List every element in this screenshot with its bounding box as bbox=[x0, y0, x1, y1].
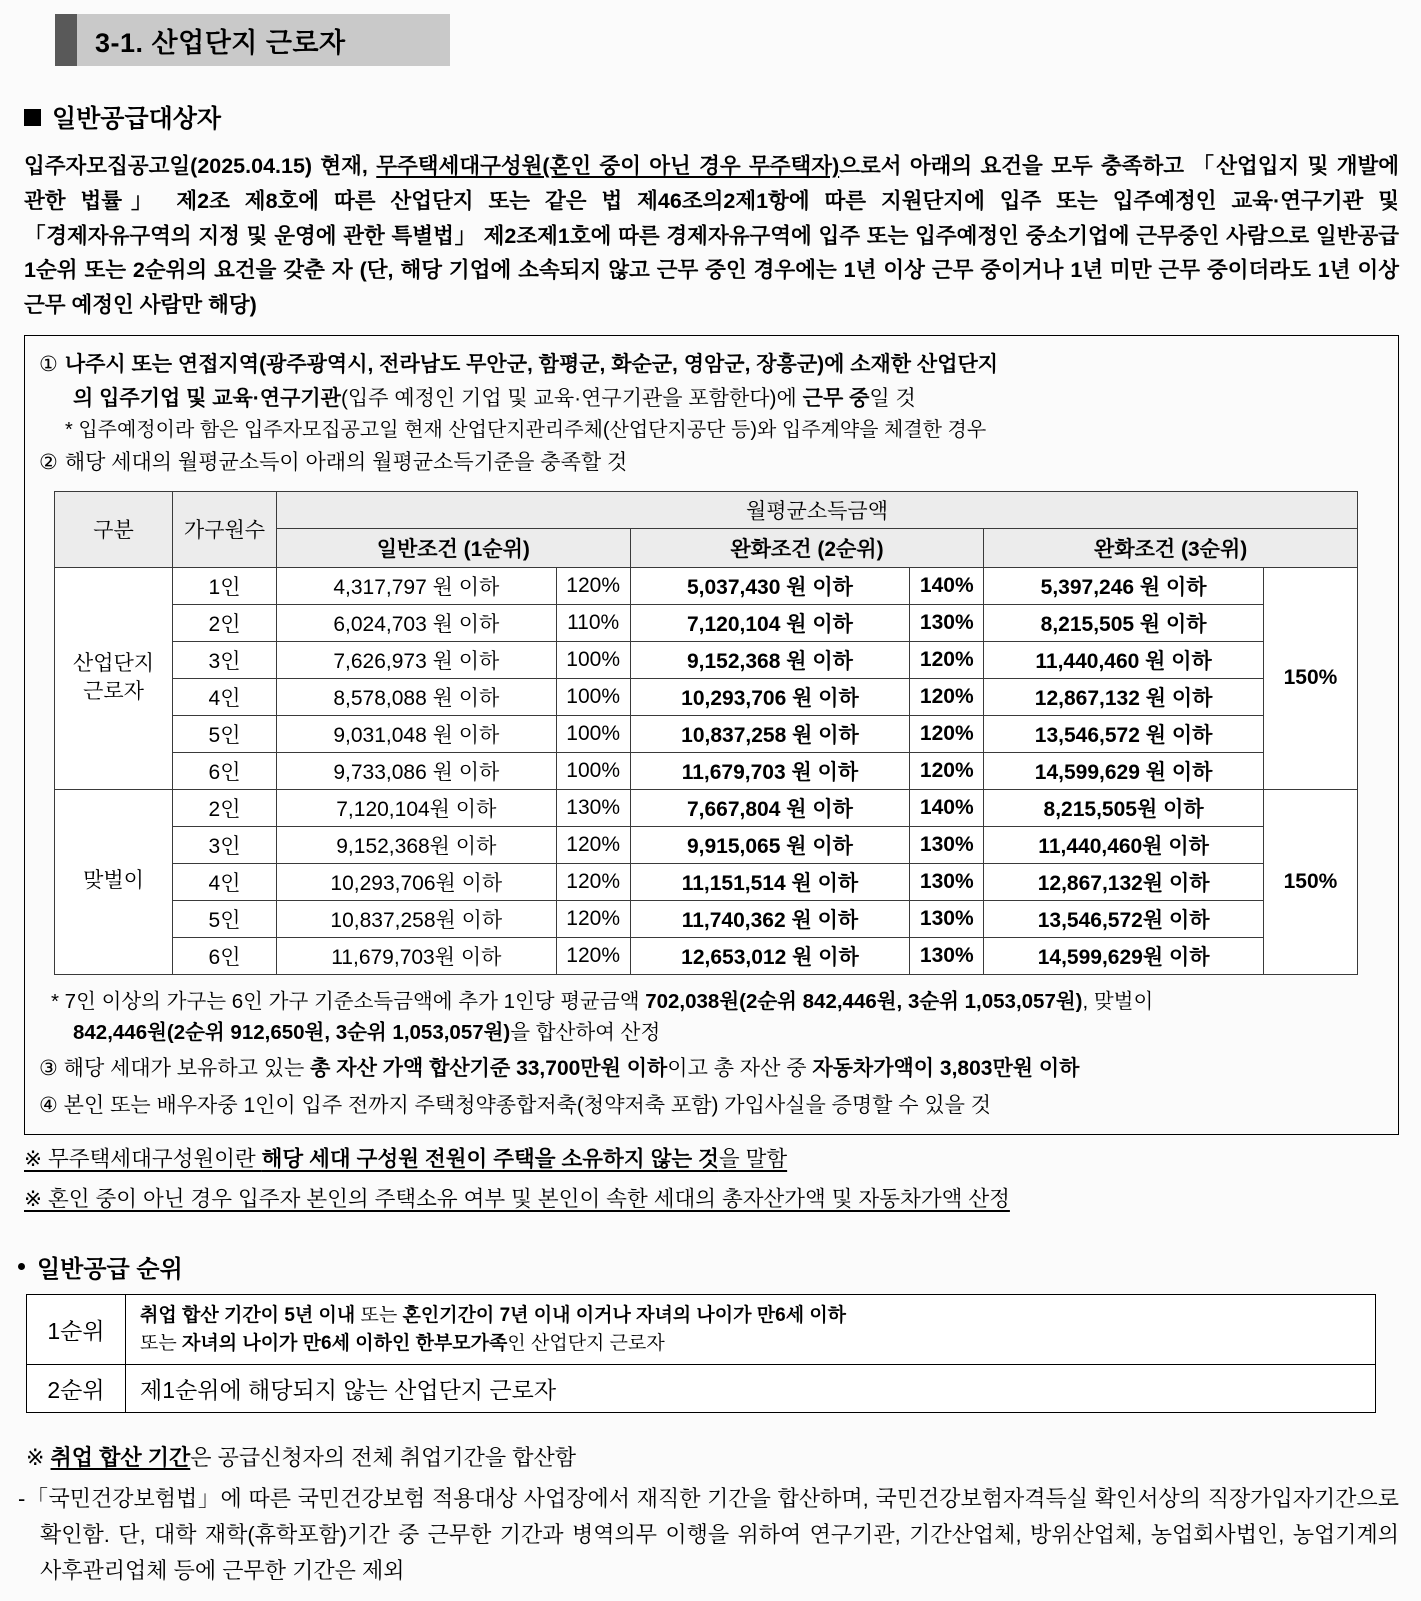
priority-rank-1: 1순위 bbox=[27, 1295, 126, 1365]
requirement-3-a: 해당 세대가 보유하고 있는 bbox=[63, 1056, 311, 1080]
document-page bbox=[0, 14, 1421, 1601]
amount-c2: 11,151,514 원 이하 bbox=[630, 863, 910, 900]
percent-c1: 120% bbox=[556, 900, 630, 937]
table-row bbox=[55, 567, 1358, 604]
priority-1-normal-c: 인 산업단지 근로자 bbox=[507, 1332, 665, 1354]
percent-c1: 120% bbox=[556, 567, 630, 604]
requirement-item-1-cont bbox=[39, 383, 1384, 415]
round-bullet-icon bbox=[18, 1263, 25, 1270]
footer-note-1 bbox=[26, 1441, 1399, 1475]
intro-part-1: 입주자모집공고일(2025.04.15) 현재, bbox=[24, 154, 368, 178]
table-row bbox=[55, 752, 1358, 789]
requirement-3-bold-a: 총 자산 가액 합산기준 33,700만원 이하 bbox=[310, 1056, 668, 1080]
table-row bbox=[27, 1295, 1376, 1365]
group-label-dual-income: 맞벌이 bbox=[55, 789, 173, 974]
table-footnote-block bbox=[39, 986, 1384, 1122]
household-size: 2인 bbox=[173, 604, 277, 641]
priority-1-normal-b: 또는 bbox=[140, 1332, 182, 1354]
footer-note-bold: 취업 합산 기간 bbox=[50, 1445, 191, 1471]
amount-c2: 9,152,368 원 이하 bbox=[630, 641, 910, 678]
amount-c3: 11,440,460 원 이하 bbox=[984, 641, 1264, 678]
percent-c1: 100% bbox=[556, 678, 630, 715]
table-row bbox=[55, 715, 1358, 752]
footer-note-mark: ※ bbox=[26, 1445, 51, 1471]
subsection-heading bbox=[24, 99, 1421, 135]
th-gubun: 구분 bbox=[55, 491, 173, 567]
amount-c1: 9,031,048 원 이하 bbox=[277, 715, 557, 752]
table-row bbox=[55, 900, 1358, 937]
percent-c1: 100% bbox=[556, 752, 630, 789]
requirement-2-text: 해당 세대의 월평균소득이 아래의 월평균소득기준을 충족할 것 bbox=[64, 451, 628, 475]
table-header-row-1 bbox=[55, 491, 1358, 528]
table-row bbox=[55, 863, 1358, 900]
percent-c1: 110% bbox=[556, 604, 630, 641]
amount-c3: 5,397,246 원 이하 bbox=[984, 567, 1264, 604]
household-size: 1인 bbox=[173, 567, 277, 604]
household-size: 5인 bbox=[173, 715, 277, 752]
requirement-3-b: 이고 총 자산 중 bbox=[667, 1056, 813, 1080]
percent-c2: 120% bbox=[910, 715, 984, 752]
amount-c2: 11,740,362 원 이하 bbox=[630, 900, 910, 937]
subsection-heading-label: 일반공급대상자 bbox=[52, 105, 222, 133]
table-row bbox=[55, 789, 1358, 826]
amount-c1: 8,578,088 원 이하 bbox=[277, 678, 557, 715]
percent-c2: 130% bbox=[910, 937, 984, 974]
table-row bbox=[55, 937, 1358, 974]
amount-c3: 8,215,505 원 이하 bbox=[984, 604, 1264, 641]
amount-c3: 13,546,572 원 이하 bbox=[984, 715, 1264, 752]
household-size: 2인 bbox=[173, 789, 277, 826]
table-row bbox=[55, 604, 1358, 641]
requirement-1-bold-b: 의 입주기업 및 교육·연구기관 bbox=[73, 386, 341, 410]
requirement-3-number: ③ bbox=[39, 1056, 58, 1080]
percent-c2: 130% bbox=[910, 863, 984, 900]
th-income-group-title: 월평균소득금액 bbox=[277, 491, 1358, 528]
group-label-line1: 산업단지 bbox=[72, 651, 155, 675]
percent-c2: 130% bbox=[910, 604, 984, 641]
priority-heading-label: 일반공급 순위 bbox=[37, 1256, 183, 1284]
amount-c1: 9,733,086 원 이하 bbox=[277, 752, 557, 789]
footnote-bold-a: 702,038원(2순위 842,446원, 3순위 1,053,057원) bbox=[645, 989, 1083, 1013]
percent-c2: 120% bbox=[910, 678, 984, 715]
priority-rank-2: 2순위 bbox=[27, 1365, 126, 1413]
intro-part-2: 으로서 아래의 요건을 모두 충족하고 「산업입지 및 개발에 관한 법률」 제2조 제8호에 따른 산업단지 또는 같은 법 제46조의2제1항에 따른 지원단지에 입주 또는 입주예정인 교육·연구기관 및「경제자유구역의 지정 및 운영에 관한 특별법」 제2조제1호에 따른 경제자유구역에 입주 또는 입주예정인 중소기업에 근무중인 사람으로 일반공급 1순위 또는 2순위의 요건을 갖춘 자 (단, 해당 기업에 소속되지 않고 근무 중인 경우에는 1년 이상 근무 중이거나 1년 미만 근무 중이더라도 1년 이상 근무 예정인 사람만 해당) bbox=[24, 154, 1399, 318]
amount-c3: 14,599,629 원 이하 bbox=[984, 752, 1264, 789]
note-1-bold: 해당 세대 구성원 전원이 주택을 소유하지 않는 것 bbox=[261, 1146, 719, 1171]
requirement-1-bold-a: 나주시 또는 연접지역(광주광역시, 전라남도 무안군, 함평군, 화순군, 영암군, 장흥군)에 소재한 산업단지 bbox=[64, 353, 999, 377]
table-row bbox=[27, 1365, 1376, 1413]
amount-c1: 9,152,368원 이하 bbox=[277, 826, 557, 863]
household-size: 4인 bbox=[173, 863, 277, 900]
th-condition-3: 완화조건 (3순위) bbox=[984, 528, 1358, 567]
section-title-accent-bar bbox=[55, 14, 77, 66]
requirement-2-number: ② bbox=[39, 451, 58, 475]
section-title bbox=[55, 14, 450, 66]
th-condition-2: 완화조건 (2순위) bbox=[630, 528, 984, 567]
priority-desc-1 bbox=[126, 1295, 1376, 1365]
requirement-1-number: ① bbox=[39, 353, 58, 377]
priority-heading bbox=[34, 1249, 1421, 1284]
table-row bbox=[55, 826, 1358, 863]
amount-c1: 4,317,797 원 이하 bbox=[277, 567, 557, 604]
group-label-industrial bbox=[55, 567, 173, 789]
th-condition-1: 일반조건 (1순위) bbox=[277, 528, 631, 567]
priority-1-line-2 bbox=[140, 1330, 1375, 1358]
amount-c1: 11,679,703원 이하 bbox=[277, 937, 557, 974]
requirement-3-bold-b: 자동차가액이 3,803만원 이하 bbox=[812, 1056, 1080, 1080]
table-footnote-line-2 bbox=[39, 1017, 1384, 1048]
amount-c2: 10,293,706 원 이하 bbox=[630, 678, 910, 715]
amount-c2: 7,667,804 원 이하 bbox=[630, 789, 910, 826]
priority-1-bold-c: 자녀의 나이가 만6세 이하인 한부모가족 bbox=[182, 1332, 508, 1354]
amount-c2: 12,653,012 원 이하 bbox=[630, 937, 910, 974]
footer-note-2: -「국민건강보험법」에 따른 국민건강보험 적용대상 사업장에서 재직한 기간을 합산하며, 국민건강보험자격득실 확인서상의 직장가입자기간으로 확인함. 단, 대학 재학(휴학포함)기간 중 근무한 기간과 병역의무 이행을 위하여 연구기관, 기간산업체, 방위산업체, 농업회사법인, 농업기계의 사후관리업체 등에 근무한 기간은 제외 bbox=[18, 1486, 1399, 1583]
group-label-line2: 근로자 bbox=[83, 680, 144, 704]
priority-1-line-1 bbox=[140, 1302, 1375, 1330]
requirement-4-text: 본인 또는 배우자중 1인이 입주 전까지 주택청약종합저축(청약저축 포함) 가입사실을 증명할 수 있을 것 bbox=[63, 1093, 992, 1117]
amount-c3: 14,599,629원 이하 bbox=[984, 937, 1264, 974]
table-row bbox=[55, 641, 1358, 678]
percent-c1: 100% bbox=[556, 641, 630, 678]
household-size: 5인 bbox=[173, 900, 277, 937]
percent-c2: 120% bbox=[910, 641, 984, 678]
amount-c2: 7,120,104 원 이하 bbox=[630, 604, 910, 641]
footnote-part-a: * 7인 이상의 가구는 6인 가구 기준소득금액에 추가 1인당 평균금액 bbox=[51, 989, 646, 1013]
note-1-suffix: 을 말함 bbox=[718, 1146, 788, 1171]
amount-c3: 12,867,132원 이하 bbox=[984, 863, 1264, 900]
percent-c2: 130% bbox=[910, 826, 984, 863]
percent-c2: 130% bbox=[910, 900, 984, 937]
intro-paragraph bbox=[24, 149, 1399, 323]
amount-c1: 10,837,258원 이하 bbox=[277, 900, 557, 937]
amount-c3: 11,440,460원 이하 bbox=[984, 826, 1264, 863]
amount-c1: 7,120,104원 이하 bbox=[277, 789, 557, 826]
amount-c2: 10,837,258 원 이하 bbox=[630, 715, 910, 752]
footnote-tail-a: , 맞벌이 bbox=[1082, 989, 1154, 1013]
amount-c3: 12,867,132 원 이하 bbox=[984, 678, 1264, 715]
amount-c3: 13,546,572원 이하 bbox=[984, 900, 1264, 937]
footnote-bold-b: 842,446원(2순위 912,650원, 3순위 1,053,057원) bbox=[73, 1020, 511, 1044]
requirement-4-number: ④ bbox=[39, 1093, 58, 1117]
priority-1-bold-b: 혼인기간이 7년 이내 이거나 자녀의 나이가 만6세 이하 bbox=[402, 1305, 847, 1327]
requirement-1-bold-c: 근무 중 bbox=[802, 386, 870, 410]
household-size: 4인 bbox=[173, 678, 277, 715]
footnote-tail-b: 을 합산하여 산정 bbox=[510, 1020, 661, 1044]
percent-c3-group: 150% bbox=[1263, 567, 1357, 789]
amount-c2: 9,915,065 원 이하 bbox=[630, 826, 910, 863]
household-size: 3인 bbox=[173, 641, 277, 678]
percent-c1: 120% bbox=[556, 863, 630, 900]
household-size: 6인 bbox=[173, 937, 277, 974]
note-unmarried-asset: ※ 혼인 중이 아닌 경우 입주자 본인의 주택소유 여부 및 본인이 속한 세대의 총자산가액 및 자동차가액 산정 bbox=[24, 1187, 1010, 1212]
requirement-item-3 bbox=[39, 1053, 1384, 1085]
amount-c2: 11,679,703 원 이하 bbox=[630, 752, 910, 789]
amount-c3: 8,215,505원 이하 bbox=[984, 789, 1264, 826]
amount-c2: 5,037,430 원 이하 bbox=[630, 567, 910, 604]
requirements-box bbox=[24, 335, 1399, 1135]
square-bullet-icon bbox=[24, 109, 41, 126]
requirement-item-2 bbox=[39, 447, 1384, 479]
th-household-size: 가구원수 bbox=[173, 491, 277, 567]
table-footnote-line bbox=[39, 986, 1384, 1017]
percent-c2: 140% bbox=[910, 789, 984, 826]
household-size: 6인 bbox=[173, 752, 277, 789]
note-1-prefix: ※ 무주택세대구성원이란 bbox=[24, 1146, 262, 1171]
priority-desc-2: 제1순위에 해당되지 않는 산업단지 근로자 bbox=[126, 1365, 1376, 1413]
income-standard-table bbox=[54, 491, 1358, 975]
intro-underlined-term: 무주택세대구성원(혼인 중이 아닌 경우 무주택자) bbox=[376, 154, 840, 178]
requirement-1-normal-b: (입주 예정인 기업 및 교육·연구기관을 포함한다)에 bbox=[340, 386, 803, 410]
household-size: 3인 bbox=[173, 826, 277, 863]
priority-1-normal-a: 또는 bbox=[355, 1305, 403, 1327]
table-row bbox=[55, 678, 1358, 715]
priority-1-bold-a: 취업 합산 기간이 5년 이내 bbox=[140, 1305, 356, 1327]
percent-c1: 100% bbox=[556, 715, 630, 752]
percent-c2: 120% bbox=[910, 752, 984, 789]
requirement-item-1 bbox=[39, 349, 1384, 381]
amount-c1: 10,293,706원 이하 bbox=[277, 863, 557, 900]
percent-c2: 140% bbox=[910, 567, 984, 604]
requirement-1-footnote: * 입주예정이라 함은 입주자모집공고일 현재 산업단지관리주체(산업단지공단 등)와 입주계약을 체결한 경우 bbox=[65, 419, 987, 442]
footer-note-rest: 은 공급신청자의 전체 취업기간을 합산함 bbox=[190, 1445, 577, 1471]
percent-c3-group: 150% bbox=[1263, 789, 1357, 974]
requirement-item-4 bbox=[39, 1090, 1384, 1122]
percent-c1: 120% bbox=[556, 826, 630, 863]
requirement-1-tail: 일 것 bbox=[869, 386, 916, 410]
percent-c1: 130% bbox=[556, 789, 630, 826]
percent-c1: 120% bbox=[556, 937, 630, 974]
note-homeless-household bbox=[24, 1143, 1399, 1175]
section-title-text: 3-1. 산업단지 근로자 bbox=[77, 14, 450, 66]
amount-c1: 7,626,973 원 이하 bbox=[277, 641, 557, 678]
priority-table bbox=[26, 1294, 1376, 1413]
amount-c1: 6,024,703 원 이하 bbox=[277, 604, 557, 641]
